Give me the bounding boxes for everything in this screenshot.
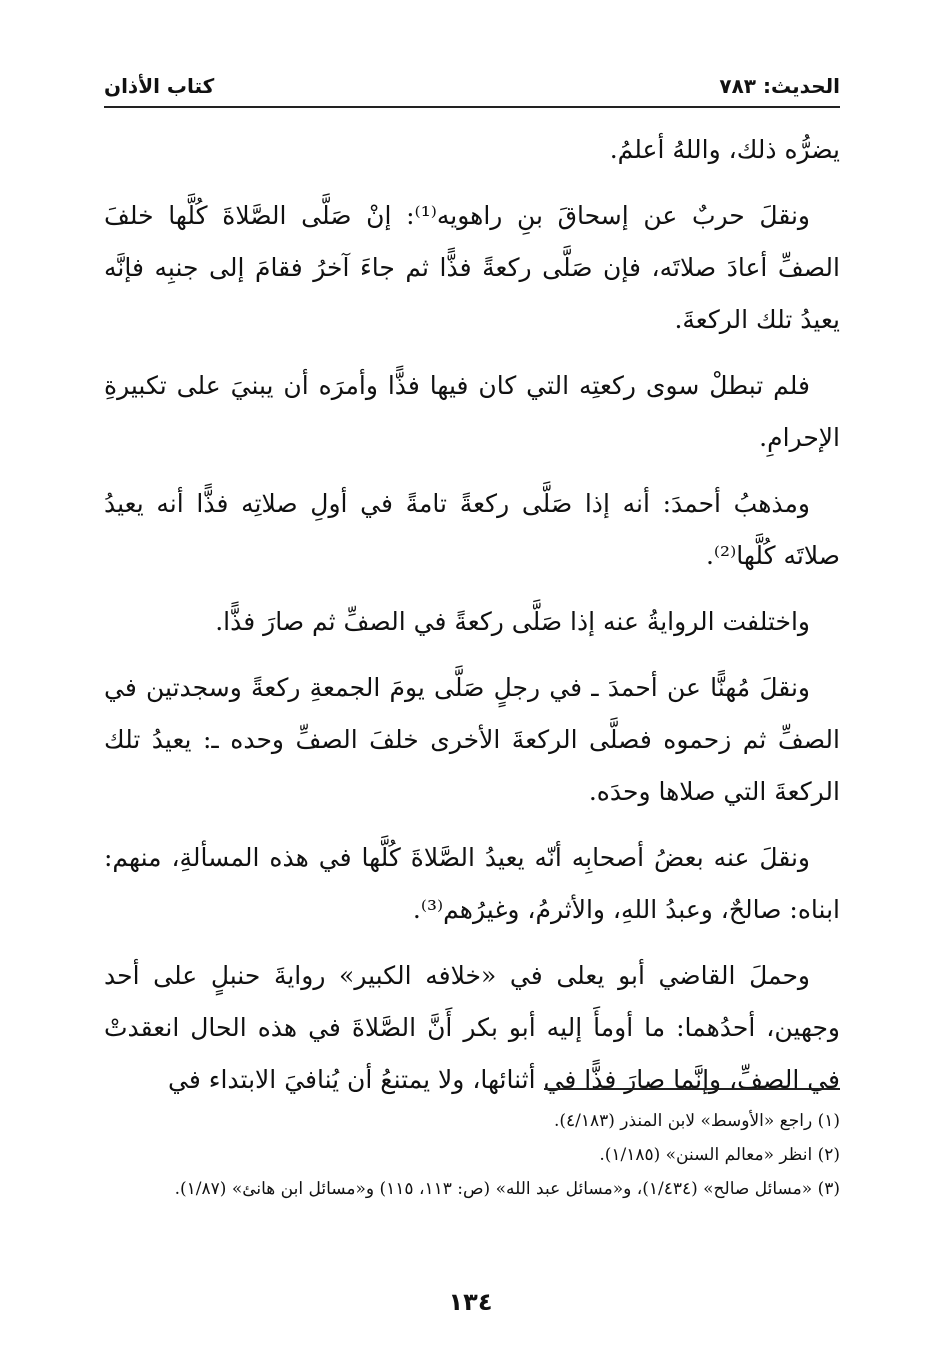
paragraph: وحملَ القاضي أبو يعلى في «خلافه الكبير» روايةَ حنبلٍ على أحد وجهين، أحدُهما: ما أومأَ إليه أبو بكر أَنَّ الصَّلاةَ في هذه الحال انعقدتْ في الصفِّ، وإنَّما صارَ فذًّا في أثنائها، ولا يمتنعُ أن يُنافيَ الابتداء في [104,961,840,1094]
paragraph: ومذهبُ أحمدَ: أنه إذا صَلَّى ركعةً تامةً في أولِ صلاتِه فذًّا أنه يعيدُ صلاتَه كُلَّها⁽²⁾. [104,489,840,570]
paragraph: ونقلَ مُهنًّا عن أحمدَ ـ في رجلٍ صَلَّى يومَ الجمعةِ ركعةً وسجدتين في الصفِّ ثم زحموه فصلَّى الركعةَ الأخرى خلفَ الصفِّ وحده ـ: يعيدُ تلك الركعةَ التي صلاها وحدَه. [104,673,840,806]
paragraph: واختلفت الروايةُ عنه إذا صَلَّى ركعةً في الصفِّ ثم صارَ فذًّا. [215,607,810,636]
paragraph: فلم تبطلْ سوى ركعتِه التي كان فيها فذًّا وأمرَه أن يبنيَ على تكبيرةِ الإحرامِ. [104,371,840,452]
main-text [104,124,840,1120]
footnotes [104,1104,840,1206]
footnote: (٢) انظر «معالم السنن» (١/١٨٥). [599,1145,840,1165]
paragraph: ونقلَ حربٌ عن إسحاقَ بنِ راهويه⁽¹⁾: إنْ صَلَّى الصَّلاةَ كُلَّها خلفَ الصفِّ أعادَ صلاتَه، فإن صَلَّى ركعةً فذًّا ثم جاءَ آخرُ فقامَ إلى جنبِه فإنَّه يعيدُ تلك الركعةَ. [104,201,840,334]
running-header [104,70,840,108]
footnote: (٣) «مسائل صالح» (١/٤٣٤)، و«مسائل عبد الله» (ص: ١١٣، ١١٥) و«مسائل ابن هانئ» (١/٨٧). [174,1179,840,1199]
footnote-separator [544,1088,840,1090]
book-title: كتاب الأذان [104,74,215,98]
paragraph: ونقلَ عنه بعضُ أصحابِه أنّه يعيدُ الصَّلاةَ كُلَّها في هذه المسألةِ، منهم: ابناه: صالحٌ، وعبدُ اللهِ، والأثرمُ، وغيرُهم⁽³⁾. [104,843,840,924]
paragraph: يضرُّه ذلك، واللهُ أعلمُ. [609,135,840,164]
footnote: (١) راجع «الأوسط» لابن المنذر (٤/١٨٣). [553,1111,840,1131]
page-number: ١٣٤ [448,1288,493,1316]
hadith-number: الحديث: ٧٨٣ [719,74,840,98]
